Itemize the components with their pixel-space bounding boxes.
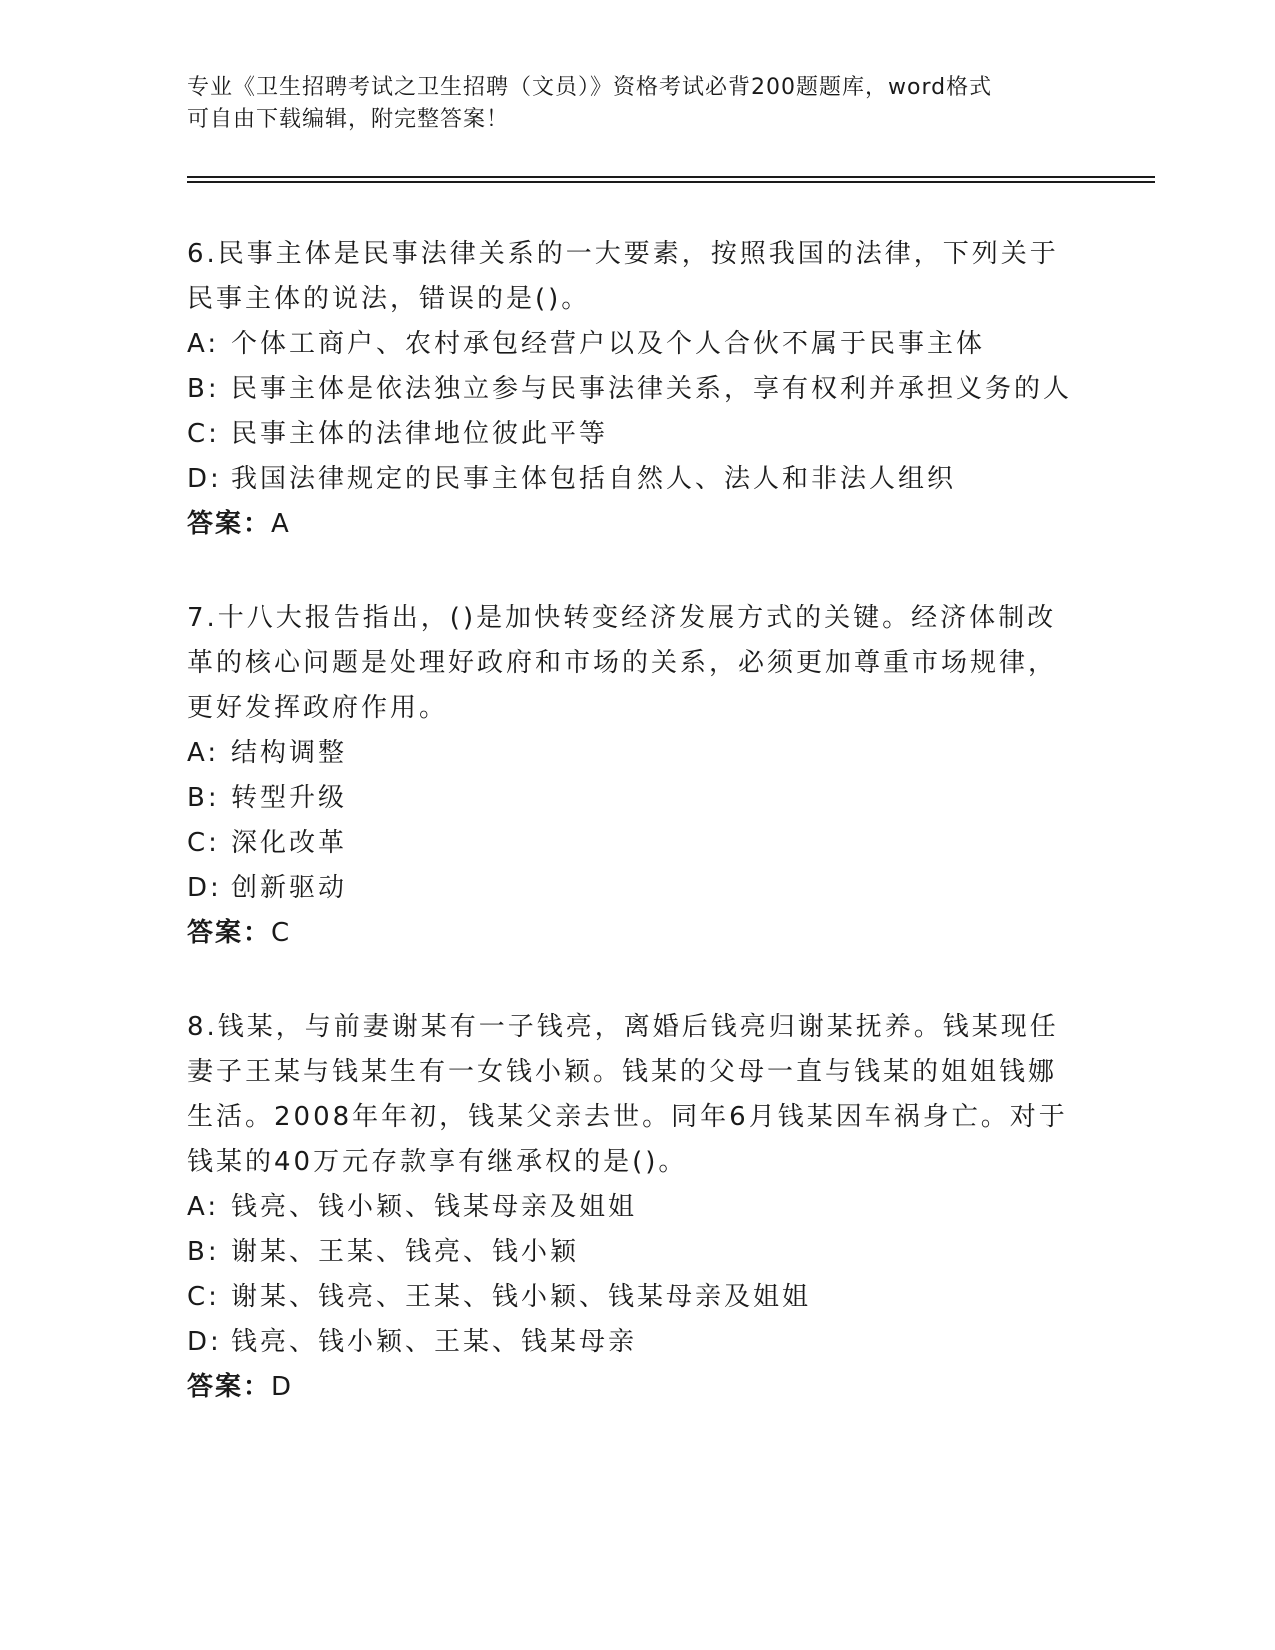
option-key: D: — [187, 873, 222, 903]
stem-line: 生活。2008年年初，钱某父亲去世。同年6月钱某因车祸身亡。对于 — [187, 1102, 1068, 1132]
option-a — [187, 731, 1087, 776]
answer-label: 答案： — [187, 509, 272, 539]
answer-value: D — [271, 1372, 294, 1402]
option-c — [187, 412, 1087, 457]
option-d — [187, 1320, 1087, 1365]
option-key: D: — [187, 464, 222, 494]
option-key: B: — [187, 1237, 220, 1267]
option-text: 民事主体的法律地位彼此平等 — [231, 419, 609, 449]
answer — [187, 911, 1087, 956]
answer-label: 答案： — [187, 1372, 272, 1402]
stem-line: 更好发挥政府作用。 — [187, 693, 449, 723]
option-c — [187, 821, 1087, 866]
option-text: 钱亮、钱小颖、王某、钱某母亲 — [231, 1327, 638, 1357]
question-stem — [187, 1005, 1087, 1185]
option-text: 结构调整 — [231, 738, 348, 768]
option-b — [187, 1230, 1087, 1275]
option-key: C: — [187, 419, 220, 449]
option-b — [187, 367, 1087, 412]
answer-value: A — [271, 509, 291, 539]
option-key: B: — [187, 783, 220, 813]
option-d — [187, 866, 1087, 911]
option-key: A: — [187, 738, 220, 768]
header-divider-bottom — [187, 181, 1155, 183]
option-key: C: — [187, 1282, 220, 1312]
question-stem — [187, 232, 1087, 322]
question-7 — [187, 596, 1087, 956]
option-text: 谢某、钱亮、王某、钱小颖、钱某母亲及姐姐 — [231, 1282, 812, 1312]
answer — [187, 1365, 1087, 1410]
option-d — [187, 457, 1087, 502]
header-line-1: 专业《卫生招聘考试之卫生招聘（文员）》资格考试必背200题题库，word格式 — [187, 75, 993, 100]
header-divider-top — [187, 176, 1155, 178]
answer-value: C — [271, 918, 292, 948]
option-text: 转型升级 — [231, 783, 348, 813]
option-key: B: — [187, 374, 220, 404]
option-a — [187, 322, 1087, 367]
stem-line: 妻子王某与钱某生有一女钱小颖。钱某的父母一直与钱某的姐姐钱娜 — [187, 1057, 1058, 1087]
option-c — [187, 1275, 1087, 1320]
answer-label: 答案： — [187, 918, 272, 948]
question-8 — [187, 1005, 1087, 1410]
stem-line: 革的核心问题是处理好政府和市场的关系，必须更加尊重市场规律， — [187, 648, 1058, 678]
option-text: 创新驱动 — [231, 873, 348, 903]
answer — [187, 502, 1087, 547]
stem-line: 8.钱某，与前妻谢某有一子钱亮，离婚后钱亮归谢某抚养。钱某现任 — [187, 1012, 1059, 1042]
stem-line: 6.民事主体是民事法律关系的一大要素，按照我国的法律，下列关于 — [187, 239, 1059, 269]
option-text: 个体工商户、农村承包经营户以及个人合伙不属于民事主体 — [231, 329, 986, 359]
stem-line: 钱某的40万元存款享有继承权的是()。 — [187, 1147, 688, 1177]
option-key: D: — [187, 1327, 222, 1357]
option-text: 民事主体是依法独立参与民事法律关系，享有权利并承担义务的人 — [231, 374, 1073, 404]
option-key: A: — [187, 329, 220, 359]
document-header — [187, 72, 1067, 136]
question-stem — [187, 596, 1087, 731]
stem-line: 民事主体的说法，错误的是()。 — [187, 284, 591, 314]
option-text: 钱亮、钱小颖、钱某母亲及姐姐 — [231, 1192, 638, 1222]
option-b — [187, 776, 1087, 821]
option-key: A: — [187, 1192, 220, 1222]
question-6 — [187, 232, 1087, 547]
stem-line: 7.十八大报告指出，()是加快转变经济发展方式的关键。经济体制改 — [187, 603, 1057, 633]
option-a — [187, 1185, 1087, 1230]
option-text: 我国法律规定的民事主体包括自然人、法人和非法人组织 — [231, 464, 957, 494]
option-text: 谢某、王某、钱亮、钱小颖 — [231, 1237, 580, 1267]
option-key: C: — [187, 828, 220, 858]
header-line-2: 可自由下载编辑，附完整答案！ — [187, 107, 510, 132]
option-text: 深化改革 — [231, 828, 348, 858]
